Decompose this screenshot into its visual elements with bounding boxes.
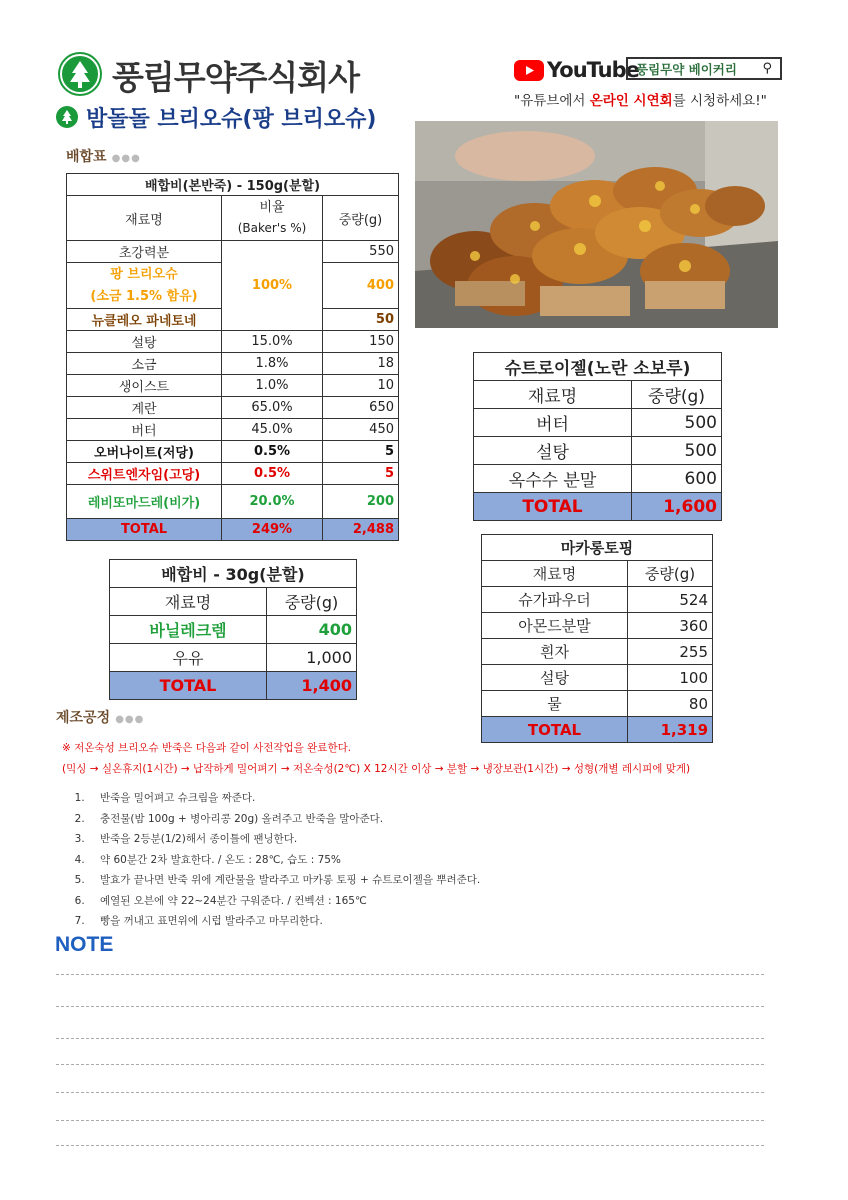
note-line [56, 1006, 764, 1007]
ingredient-name: 초강력분 [67, 241, 222, 263]
recipe-section-label: 배합표 ●●● [66, 149, 141, 165]
col-name-header: 재료명 [482, 561, 628, 587]
col-weight-header: 중량(g) [267, 588, 357, 616]
channel-search-box[interactable] [626, 57, 782, 80]
process-step: 1. 반죽을 밀어펴고 슈크림을 짜준다. [88, 790, 808, 805]
note-line [56, 1092, 764, 1093]
ingredient-ratio: 45.0% [222, 419, 323, 441]
col-weight-header: 중량(g) [628, 561, 713, 587]
ingredient-name: 옥수수 분말 [474, 465, 632, 493]
ingredient-weight: 80 [628, 691, 713, 717]
process-step: 3. 반죽을 2등분(1/2)해서 종이틀에 팬닝한다. [88, 831, 808, 846]
ingredient-weight: 5 [323, 441, 399, 463]
ingredient-name: 팡 브리오슈 (소금 1.5% 함유) [67, 263, 222, 309]
search-icon: ⚲ [762, 61, 772, 76]
total-weight: 1,400 [267, 672, 357, 700]
ingredient-ratio: 1.8% [222, 353, 323, 375]
merged-ratio: 100% [222, 241, 323, 331]
ingredient-name: 슈가파우더 [482, 587, 628, 613]
ingredient-weight: 10 [323, 375, 399, 397]
total-label: TOTAL [474, 493, 632, 521]
total-label: TOTAL [482, 717, 628, 743]
total-ratio: 249% [222, 519, 323, 541]
custard-table-title: 배합비 - 30g(분할) [110, 560, 357, 588]
ingredient-ratio: 15.0% [222, 331, 323, 353]
ingredient-name: 소금 [67, 353, 222, 375]
ingredient-name: 생이스트 [67, 375, 222, 397]
ingredient-name: 설탕 [67, 331, 222, 353]
ingredient-weight: 650 [323, 397, 399, 419]
col-name-header: 재료명 [110, 588, 267, 616]
process-notice-line-2: (믹싱 → 실온휴지(1시간) → 납작하게 밀어펴기 → 저온숙성(2℃) X 12시간 이상 → 분할 → 냉장보관(1시간) → 성형(개별 레시피에 맞게) [62, 763, 691, 775]
ingredient-name: 버터 [474, 409, 632, 437]
total-label: TOTAL [67, 519, 222, 541]
small-logo-icon [56, 106, 78, 128]
total-weight: 1,600 [632, 493, 722, 521]
main-table-title: 배합비(본반죽) - 150g(분할) [67, 174, 399, 196]
streusel-table-title: 슈트로이젤(노란 소보루) [474, 353, 722, 381]
process-notice-line-1: ※ 저온숙성 브리오슈 반죽은 다음과 같이 사전작업을 완료한다. [62, 742, 352, 754]
note-line [56, 1145, 764, 1146]
ingredient-ratio: 0.5% [222, 441, 323, 463]
process-step: 6. 예열된 오븐에 약 22~24분간 구워준다. / 컨벡션 : 165℃ [88, 893, 808, 908]
ingredient-weight: 150 [323, 331, 399, 353]
ingredient-weight: 200 [323, 485, 399, 519]
recipe-title: 밤돌돌 브리오슈(팡 브리오슈) [86, 107, 377, 132]
youtube-play-icon[interactable] [514, 60, 544, 81]
ingredient-weight: 50 [323, 309, 399, 331]
ingredient-weight: 550 [323, 241, 399, 263]
ingredient-weight: 400 [267, 616, 357, 644]
macaron-table [481, 534, 713, 743]
ingredient-weight: 524 [628, 587, 713, 613]
ingredient-ratio: 1.0% [222, 375, 323, 397]
bread-photo [415, 121, 778, 328]
ingredient-name: 오버나이트(저당) [67, 441, 222, 463]
ingredient-weight: 400 [323, 263, 399, 309]
ingredient-weight: 255 [628, 639, 713, 665]
ingredient-ratio: 65.0% [222, 397, 323, 419]
ingredient-name: 물 [482, 691, 628, 717]
col-name-header: 재료명 [67, 196, 222, 241]
col-ratio-header: 비율 (Baker's %) [222, 196, 323, 241]
process-section-label: 제조공정 ●●● [56, 710, 145, 726]
total-label: TOTAL [110, 672, 267, 700]
note-line [56, 1120, 764, 1121]
youtube-label[interactable]: YouTube [547, 58, 639, 82]
process-steps [44, 790, 808, 934]
channel-search-text: 풍림무약 베이커리 [636, 61, 737, 77]
ingredient-weight: 5 [323, 463, 399, 485]
main-recipe-table [66, 173, 399, 541]
process-step: 7. 빵을 꺼내고 표면위에 시럽 발라주고 마무리한다. [88, 913, 808, 928]
ingredient-name: 우유 [110, 644, 267, 672]
ingredient-name: 아몬드분말 [482, 613, 628, 639]
ingredient-weight: 1,000 [267, 644, 357, 672]
ingredient-weight: 450 [323, 419, 399, 441]
ingredient-ratio: 0.5% [222, 463, 323, 485]
company-logo [58, 52, 102, 96]
ingredient-name: 설탕 [482, 665, 628, 691]
note-line [56, 1038, 764, 1039]
note-heading: NOTE [55, 933, 114, 956]
note-line [56, 1064, 764, 1065]
col-name-header: 재료명 [474, 381, 632, 409]
process-step: 4. 약 60분간 2차 발효한다. / 온도 : 28℃, 습도 : 75% [88, 852, 808, 867]
ingredient-name: 흰자 [482, 639, 628, 665]
col-weight-header: 중량(g) [323, 196, 399, 241]
process-step: 5. 발효가 끝나면 반죽 위에 계란물을 발라주고 마카롱 토핑 + 슈트로이젤을 뿌려준다. [88, 872, 808, 887]
ingredient-name: 계란 [67, 397, 222, 419]
ingredient-name: 뉴클레오 파네토네 [67, 309, 222, 331]
process-notice [62, 738, 690, 780]
col-weight-header: 중량(g) [632, 381, 722, 409]
ingredient-name: 바닐레크렘 [110, 616, 267, 644]
streusel-table [473, 352, 722, 521]
ingredient-weight: 500 [632, 437, 722, 465]
ingredient-name: 스위트엔자임(고당) [67, 463, 222, 485]
ingredient-name: 레비또마드레(비가) [67, 485, 222, 519]
ingredient-weight: 500 [632, 409, 722, 437]
note-line [56, 974, 764, 975]
process-step: 2. 충전물(밤 100g + 병아리콩 20g) 올려주고 반죽을 말아준다. [88, 811, 808, 826]
macaron-table-title: 마카롱토핑 [482, 535, 713, 561]
total-weight: 1,319 [628, 717, 713, 743]
slogan: "유튜브에서 온라인 시연회를 시청하세요!" [514, 93, 767, 109]
ingredient-name: 설탕 [474, 437, 632, 465]
ingredient-weight: 18 [323, 353, 399, 375]
tree-logo-icon [58, 52, 102, 96]
ingredient-weight: 600 [632, 465, 722, 493]
ingredient-name: 버터 [67, 419, 222, 441]
custard-table [109, 559, 357, 700]
ingredient-weight: 360 [628, 613, 713, 639]
ingredient-weight: 100 [628, 665, 713, 691]
total-weight: 2,488 [323, 519, 399, 541]
ingredient-ratio: 20.0% [222, 485, 323, 519]
company-name: 풍림무약주식회사 [112, 58, 360, 97]
